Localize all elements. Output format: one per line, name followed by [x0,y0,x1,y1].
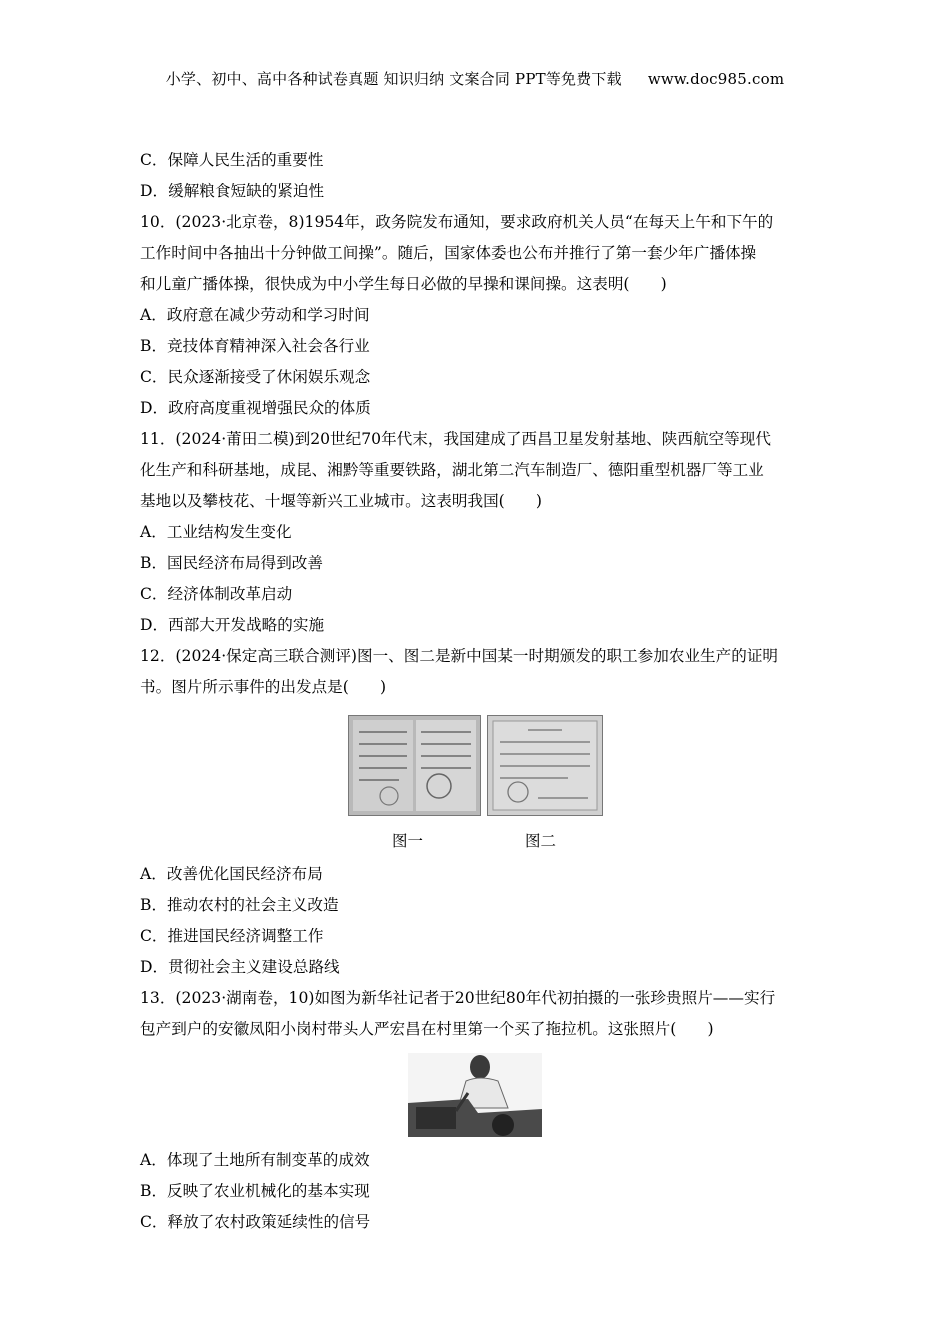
page-header [0,68,950,89]
q12-stem-line-2: 书。图片所示事件的出发点是( ) [140,678,387,696]
q12-option-b: B．推动农村的社会主义改造 [140,896,339,914]
q11-option-a: A．工业结构发生变化 [140,523,292,541]
q11-stem-line-2: 化生产和科研基地，成昆、湘黔等重要铁路，湖北第二汽车制造厂、德阳重型机器厂等工业 [140,461,764,479]
document-body [140,145,812,1238]
tractor-photo-figure [140,1053,812,1145]
q11-option-b: B．国民经济布局得到改善 [140,554,323,572]
q13-option-a: A．体现了土地所有制变革的成效 [140,1151,370,1169]
q13-stem-line-1: 13．(2023·湖南卷，10)如图为新华社记者于20世纪80年代初拍摄的一张珍贵照片——实行 [140,989,776,1007]
q10-option-a: A．政府意在减少劳动和学习时间 [140,306,370,324]
q10-option-c: C．民众逐渐接受了休闲娱乐观念 [140,368,371,386]
q13-stem-line-2: 包产到户的安徽凤阳小岗村带头人严宏昌在村里第一个买了拖拉机。这张照片( ) [140,1020,714,1038]
figure-caption-1: 图一 [392,833,424,850]
q12-option-c: C．推进国民经济调整工作 [140,927,324,945]
q11-stem-line-3: 基地以及攀枝花、十堰等新兴工业城市。这表明我国( ) [140,492,543,510]
q9-option-c: C．保障人民生活的重要性 [140,151,324,169]
q11-stem-line-1: 11．(2024·莆田二模)到20世纪70年代末，我国建成了西昌卫星发射基地、陕西航空等现代 [140,430,771,448]
q12-option-a: A．改善优化国民经济布局 [140,865,323,883]
q13-option-c: C．释放了农村政策延续性的信号 [140,1213,371,1231]
header-text: 小学、初中、高中各种试卷真题 知识归纳 文案合同 PPT等免费下载 [165,70,622,88]
tractor-photo [408,1053,542,1137]
header-url[interactable]: www.doc985.com [647,70,785,88]
q10-stem-line-2: 工作时间中各抽出十分钟做工间操”。随后，国家体委也公布并推行了第一套少年广播体操 [140,244,757,262]
certificate-image-2 [487,715,603,816]
q10-stem-line-3: 和儿童广播体操，很快成为中小学生每日必做的早操和课间操。这表明( ) [140,275,667,293]
question-12 [140,641,812,983]
q10-stem-line-1: 10．(2023·北京卷，8)1954年，政务院发布通知，要求政府机关人员“在每天上午和下午的 [140,213,774,231]
q13-option-b: B．反映了农业机械化的基本实现 [140,1182,370,1200]
q12-option-d: D．贯彻社会主义建设总路线 [140,958,340,976]
q11-option-c: C．经济体制改革启动 [140,585,293,603]
q12-stem-line-1: 12．(2024·保定高三联合测评)图一、图二是新中国某一时期颁发的职工参加农业生产的证明 [140,647,779,665]
question-10 [140,207,812,424]
certificate-image-1 [348,715,481,816]
question-13 [140,983,812,1238]
certificate-figures [140,709,812,859]
q9-option-d: D．缓解粮食短缺的紧迫性 [140,182,325,200]
question-11 [140,424,812,641]
q11-option-d: D．西部大开发战略的实施 [140,616,325,634]
figure-caption-2: 图二 [525,833,557,850]
q10-option-b: B．竞技体育精神深入社会各行业 [140,337,370,355]
q10-option-d: D．政府高度重视增强民众的体质 [140,399,371,417]
